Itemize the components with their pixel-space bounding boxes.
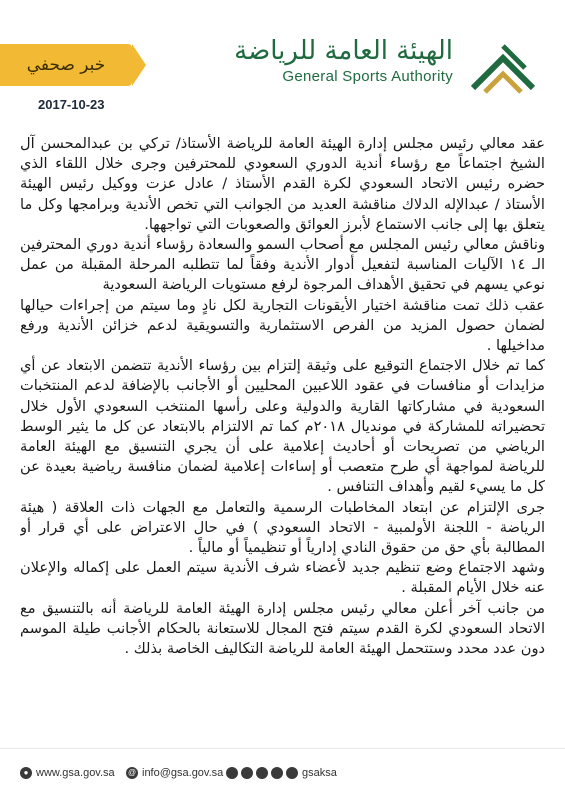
org-name <box>233 36 453 88</box>
youtube-icon[interactable] <box>271 767 283 779</box>
email-contact[interactable] <box>126 767 223 779</box>
paragraph: وشهد الاجتماع وضع تنظيم جديد لأعضاء شرف الأندية سيتم العمل على إكماله والإعلان عنه خلال الأيام المقبلة . <box>20 559 545 597</box>
paragraph: عقد معالي رئيس مجلس إدارة الهيئة العامة للرياضة الأستاذ/ تركي بن عبدالمحسن آل الشيخ اجتماعاً مع رؤساء أندية الدوري السعودي للمحترفين وجرى خلال اللقاء الذي حضره رئيس الاتحاد السعودي لكرة القدم الأستاذ / عادل عزت ووكيل رئيس الهيئة الأستاذ / عبدالإله الدلاك مناقشة العديد من الجوانب التي تخص الأندية وبرامجها وكل ما يتعلق بها إلى جانب الاستماع لأبرز العوائق والصعوبات التي تواجهها. <box>20 135 545 233</box>
snapchat-icon[interactable] <box>286 767 298 779</box>
org-name-english: General Sports Authority <box>282 68 453 85</box>
article-body <box>20 134 545 746</box>
facebook-icon[interactable] <box>256 767 268 779</box>
twitter-icon[interactable] <box>226 767 238 779</box>
social-handle[interactable]: gsaksa <box>302 767 337 779</box>
org-name-arabic: الهيئة العامة للرياضة <box>234 36 453 66</box>
press-release-badge: خبر صحفي <box>0 44 132 86</box>
email-link[interactable]: info@gsa.gov.sa <box>142 767 224 779</box>
globe-icon: ● <box>20 767 32 779</box>
gsa-logo-icon <box>463 40 543 100</box>
mail-icon: @ <box>127 768 137 777</box>
paragraph: جرى الإلتزام عن ابتعاد المخاطبات الرسمية والتعامل مع الجهات ذات العلاقة ( هيئة الرياضة - اللجنة الأولمبية - الاتحاد السعودي ) في حال الاعتراض على أي قرار أو المطالبة بأي حق من حقوق النادي إدارياً أو تنظيمياً أو مالياً . <box>20 498 545 557</box>
instagram-icon[interactable] <box>241 767 253 779</box>
publish-date: 2017-10-23 <box>38 97 105 112</box>
paragraph: كما تم خلال الاجتماع التوقيع على وثيقة إلتزام بين رؤساء الأندية تتضمن الابتعاد عن أي مزايدات أو منافسات في عقود اللاعبين المحليين أو الأجانب بالإضافة لدعم المنتخبات السعودية في مشاركاتها القارية والدولية وعلى رأسها المنتخب السعودي الأول خلال تحضيراته للمشاركة في مونديال ٢٠١٨م كما تم الالتزام بالابتعاد عن كل ما يثير الوسط الرياضي من تصريحات أو أحاديث إعلامية على أن يجري التنسيق مع الهيئة العامة للرياضة لمواجهة أي طرح متعصب أو إساءات إعلامية لضمان منافسة رياضية بعيدة عن كل ما يسيء لقيم وأهداف التنافس . <box>20 357 545 496</box>
paragraph: وناقش معالي رئيس المجلس مع أصحاب السمو والسعادة رؤساء أندية دوري المحترفين الـ ١٤ الآليات المناسبة لتفعيل أدوار الأندية وفقاً لما تتطلبه المرحلة المقبلة من عمل نوعي يسهم في تحقيق الأهداف المرجوة لرفع مستويات الرياضة السعودية <box>20 236 545 294</box>
website-link[interactable]: www.gsa.gov.sa <box>36 767 115 779</box>
paragraph: من جانب آخر أعلن معالي رئيس مجلس إدارة الهيئة العامة للرياضة أنه بالتنسيق مع الاتحاد السعودي لكرة القدم سيتم فتح المجال للاستعانة بالحكام الأجانب طيلة الموسم دون عدد محدد وستتحمل الهيئة العامة للرياضة التكاليف الخاصة بذلك . <box>20 599 545 658</box>
website-contact[interactable] <box>20 767 115 779</box>
social-contact[interactable] <box>226 767 337 779</box>
page-header <box>0 0 565 150</box>
paragraph: عقب ذلك تمت مناقشة اختيار الأيقونات التجارية لكل نادٍ وما سيتم من إجراءات حيالها لضمان حصول المزيد من الفرص الاستثمارية والتسويقية لدعم خزائن الأندية ورفع مداخيلها . <box>20 296 545 355</box>
page-footer <box>0 748 565 801</box>
social-icons <box>226 767 298 779</box>
